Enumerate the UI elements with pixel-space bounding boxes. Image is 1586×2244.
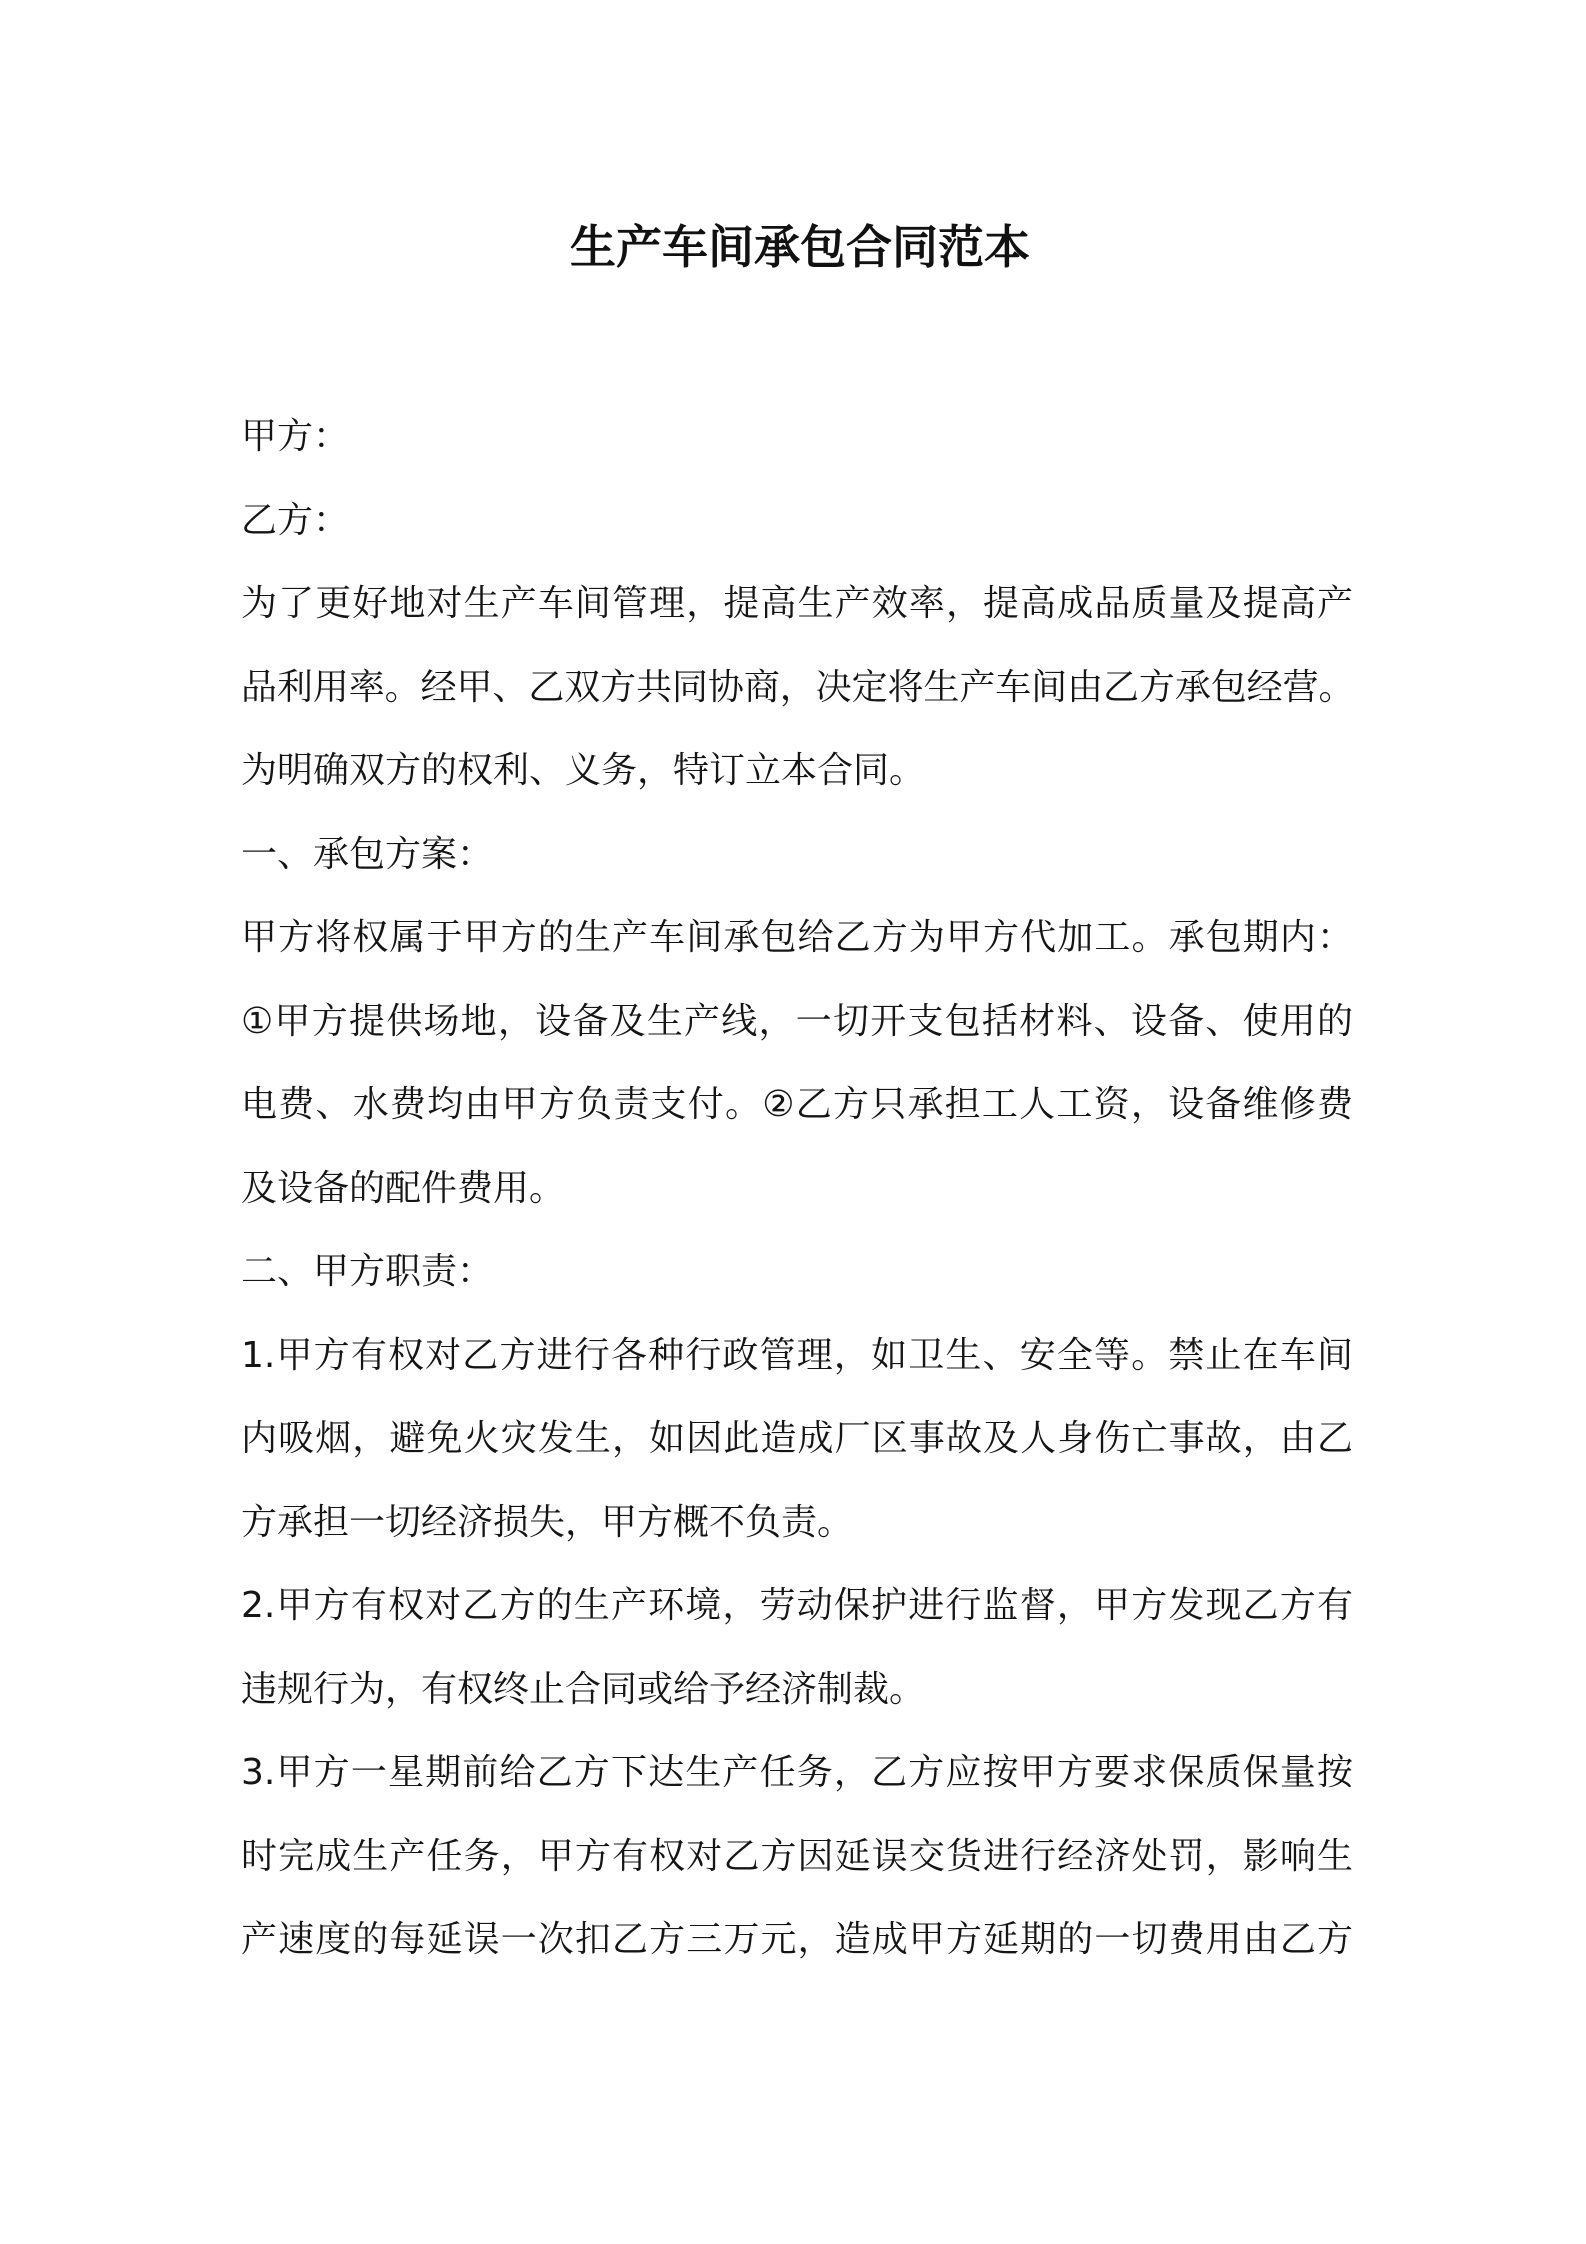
clause-line: 1.甲方有权对乙方进行各种行政管理，如卫生、安全等。禁止在车间: [241, 1334, 1353, 1376]
clause-paragraph: [241, 1314, 1353, 1565]
document-title: 生产车间承包合同范本: [570, 220, 1030, 274]
document-body: [241, 395, 1353, 1982]
clause-line: 产速度的每延误一次扣乙方三万元，造成甲方延期的一切费用由乙方: [241, 1919, 1353, 1960]
clause-paragraph: [241, 1731, 1353, 1982]
clause-line: 甲方将权属于甲方的生产车间承包给乙方为甲方代加工。承包期内：: [241, 917, 1353, 958]
clause-paragraph: [241, 1564, 1353, 1731]
section-heading: 二、甲方职责：: [241, 1251, 494, 1292]
party-a-label: 甲方：: [241, 416, 350, 457]
clause-line: 3.甲方一星期前给乙方下达生产任务，乙方应按甲方要求保质保量按: [241, 1752, 1353, 1793]
clause-line: 时完成生产任务，甲方有权对乙方因延误交货进行经济处罚，影响生: [241, 1835, 1353, 1877]
section-contracting-plan: [241, 813, 1353, 1231]
clause-line: 内吸烟，避免火灾发生，如因此造成厂区事故及人身伤亡事故，由乙: [241, 1418, 1353, 1459]
intro-line: 为明确双方的权利、义务，特订立本合同。: [241, 750, 926, 791]
intro-line: 为了更好地对生产车间管理，提高生产效率，提高成品质量及提高产: [241, 583, 1353, 624]
clause-paragraph: [241, 896, 1353, 1230]
section-party-a-duties: [241, 1230, 1353, 1982]
intro-paragraph: [241, 562, 1353, 813]
clause-line: 2.甲方有权对乙方的生产环境，劳动保护进行监督，甲方发现乙方有: [241, 1585, 1353, 1626]
clause-line: 电费、水费均由甲方负责支付。②乙方只承担工人工资，设备维修费: [241, 1084, 1353, 1125]
intro-line: 品利用率。经甲、乙双方共同协商，决定将生产车间由乙方承包经营。: [241, 666, 1353, 708]
clause-line: 方承担一切经济损失，甲方概不负责。: [241, 1501, 854, 1543]
clause-line: 及设备的配件费用。: [241, 1167, 566, 1209]
party-b-label: 乙方：: [241, 499, 350, 541]
clause-line: 违规行为，有权终止合同或给予经济制裁。: [241, 1668, 926, 1710]
section-heading: 一、承包方案：: [241, 833, 494, 875]
clause-line: ①甲方提供场地，设备及生产线，一切开支包括材料、设备、使用的: [241, 1000, 1353, 1042]
